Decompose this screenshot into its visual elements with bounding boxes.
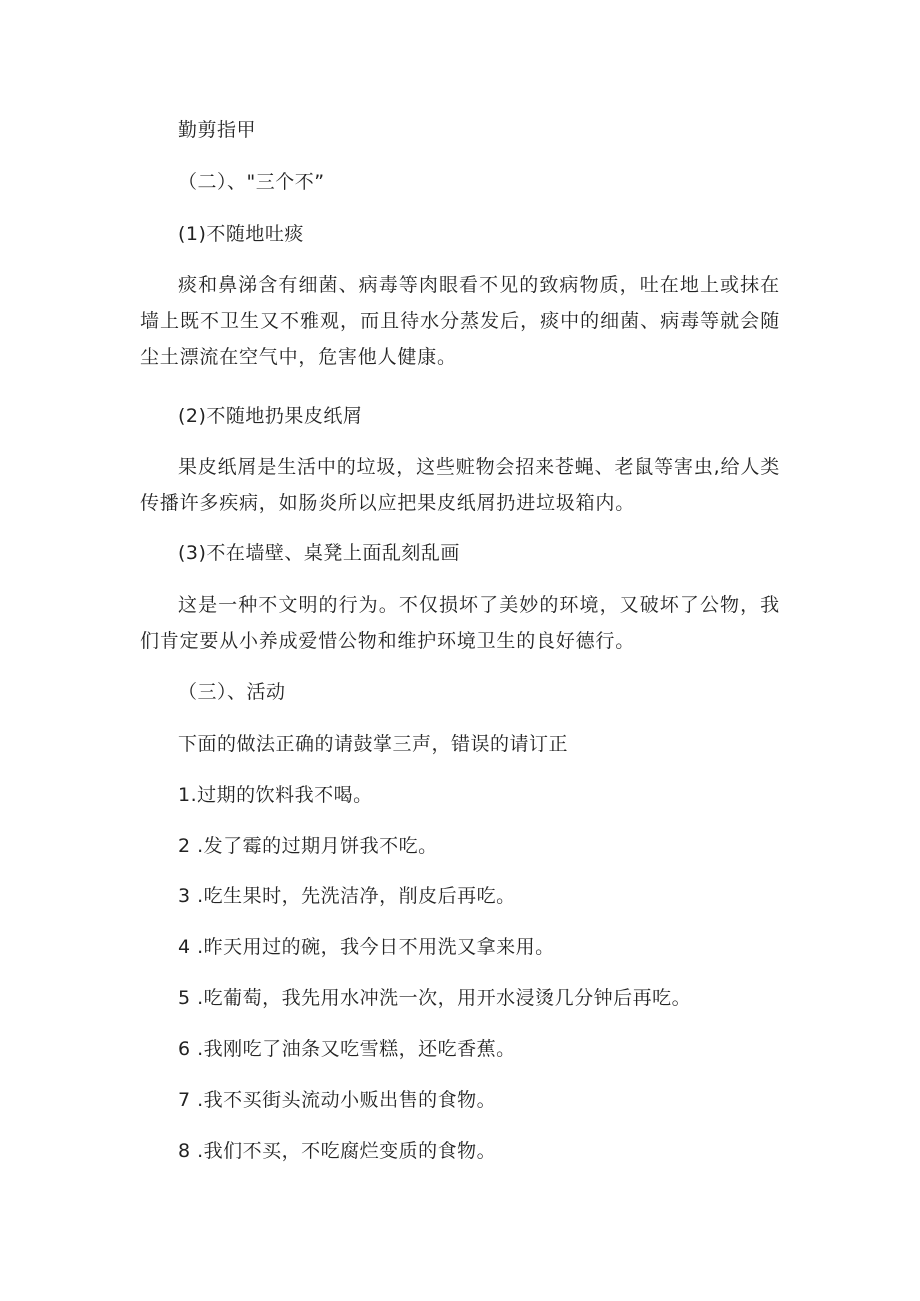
subheading-no-graffiti: (3)不在墙壁、桌凳上面乱刻乱画 [178, 542, 460, 564]
activity-instruction: 下面的做法正确的请鼓掌三声，错误的请订正 [178, 733, 569, 755]
paragraph-graffiti: 这是一种不文明的行为。不仅损坏了美妙的环境，又破坏了公物，我们肯定要从小养成爱惜公物和维护环境卫生的良好德行。 [140, 594, 780, 652]
list-item: 6 .我刚吃了油条又吃雪糕，还吃香蕉。 [178, 1038, 516, 1060]
list-item: 8 .我们不买，不吃腐烂变质的食物。 [178, 1140, 497, 1162]
subheading-no-spitting: (1)不随地吐痰 [178, 223, 304, 245]
line-trim-nails: 勤剪指甲 [178, 119, 257, 141]
list-item: 1.过期的饮料我不喝。 [178, 784, 373, 806]
list-item: 5 .吃葡萄，我先用水冲洗一次，用开水浸烫几分钟后再吃。 [178, 987, 692, 1009]
list-item: 3 .吃生果时，先洗洁净，削皮后再吃。 [178, 885, 516, 907]
paragraph-spitting: 痰和鼻涕含有细菌、病毒等肉眼看不见的致病物质，吐在地上或抹在墙上既不卫生又不雅观，而且待水分蒸发后，痰中的细菌、病毒等就会随尘土漂流在空气中，危害他人健康。 [140, 274, 780, 368]
section-heading-two: （二）、"三个不” [178, 171, 325, 193]
list-item: 2 .发了霉的过期月饼我不吃。 [178, 835, 438, 857]
section-heading-three: （三）、活动 [178, 681, 286, 703]
list-item: 7 .我不买街头流动小贩出售的食物。 [178, 1089, 497, 1111]
subheading-no-littering: (2)不随地扔果皮纸屑 [178, 405, 363, 427]
paragraph-littering: 果皮纸屑是生活中的垃圾，这些赃物会招来苍蝇、老鼠等害虫,给人类传播许多疾病，如肠炎所以应把果皮纸屑扔进垃圾箱内。 [140, 456, 780, 514]
list-item: 4 .昨天用过的碗，我今日不用洗又拿来用。 [178, 936, 555, 958]
